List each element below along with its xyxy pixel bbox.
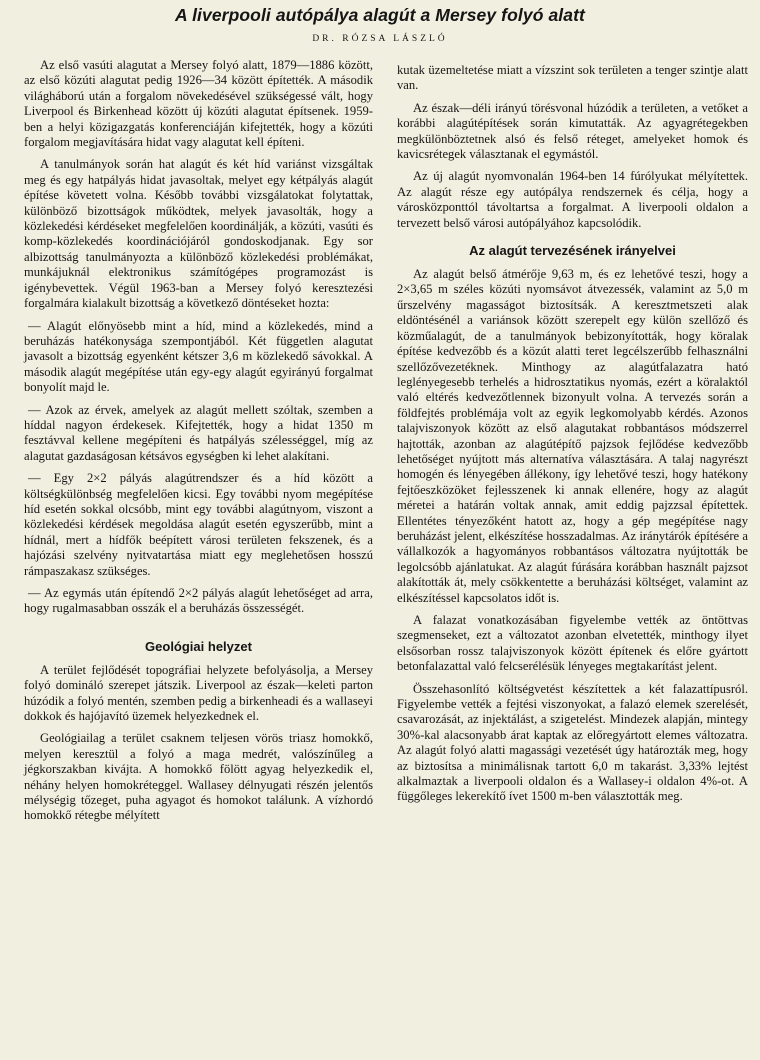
article-title: A liverpooli autópálya alagút a Mersey folyó alatt bbox=[175, 5, 585, 25]
geology-continuation: kutak üzemeltetése miatt a vízszint sok területen a tenger szintje alatt van. bbox=[397, 63, 748, 93]
studies-paragraph: A tanulmányok során hat alagút és két híd variánst vizsgáltak meg és egy hatpályás hidat javasoltak, melyet egy kétpályás alagút építése követett volna. Később további vizsgálatokat folytattak, különböző bizottságok működtek, melyek javasolták, hogy a közlekedési kérdéseket megfelelően koordinálják, a közúti, vasúti és komp-közlekedés koordinációjáról gondoskodjanak. Egy sor albizottság tanulmányozta a különböző közlekedési problémákat, munkájuknál elektronikus számítógépes programozást is igénybevettek. Végül 1963-ban a Mersey folyó keresztezési forgalmára kialakult bizottság a következő döntéseket hozta: bbox=[24, 157, 373, 311]
decision-item: — Egy 2×2 pályás alagútrendszer és a híd között a költségkülönbség megfelelően kicsi. Egy további nyom megépítése híd esetén sokkal olcsóbb, mint egy további alagútnyom, viszont a közlekedési kérdések megoldása alagút esetén egyszerűbb, mint a hídnál, mert a hídfők beépített városi területen fekszenek, és a hajózási szelvény nyitvatartása miatt egy meglehetősen hosszú rámpaszakasz szükséges. bbox=[24, 471, 373, 578]
design-paragraph: Az alagút belső átmérője 9,63 m, és ez lehetővé teszi, hogy a 2×3,65 m széles közúti nyomsávot átvezessék, valamint az 5,0 m űrszelvény magasságot biztosítsák. A keresztmetszeti alak eldöntésénél a variánsok között szerepelt egy külön szellőző és közműalagút, de a tanulmányok bebizonyították, hogy köralak építése kedvezőbb és a közút alatti teret legcélszerűbb felhasználni szellőzővezetéknek. Minthogy az alagútfalazatra ható leglényegesebb terhelés a hidrosztatikus nyomás, ezért a köralaktól való eltérés kedvezőtlennek bizonyult volna. A tervezés során a földfejtés problémája volt az egyik legkomolyabb kérdés. Azonos talajviszonyok között az első alagutakat robbantásos módszerrel hajtották, azonban az alagútépítő pajzsok fejlődése kedvezőbb lehetőséget nyújtott más alternatíva választására. A talaj nagyrészt homogén és lényegében állékony, így lehetővé teszi, hogy hatékony fejtőeszközöket fejlesszenek ki annak ellenére, hogy az alagút méretei a határán voltak annak, amit eddig pajzzsal építettek. Ellentétes tényezőként hatott az, hogy a gép megépítése nagy beruházást jelent, elkészítése hosszadalmas. Az iránytárók építésére a vállalkozók a hagyományos robbantásos változatra nyújtották be legolcsóbb ajánlatukat. Az alagút fúrására korábban használt pajzsot alakították át, mely csökkentette a beruházási költséget, valamint az elkészítéssel kapcsolatos időt is. bbox=[397, 267, 748, 605]
design-paragraph: A falazat vonatkozásában figyelembe vették az öntöttvas szegmenseket, ezt a változatot azonban elvetették, minthogy ilyet elsősorban rossz talajviszonyok között építenek és előre gyártott betonfalazattal való felcserélésük lényeges megtakarítást jelent. bbox=[397, 613, 748, 674]
left-column bbox=[24, 58, 373, 831]
section-heading-geology: Geológiai helyzet bbox=[145, 638, 252, 654]
geology-paragraph: Az észak—déli irányú törésvonal húzódik a területen, a vetőket a korábbi alagútépítések során kimutatták. Az agyagrétegekben megkülönböztetnek alsó és felső réteget, amelyeket homok és kavicsrétegek választanak el egymástól. bbox=[397, 100, 748, 162]
decision-item: — Azok az érvek, amelyek az alagút mellett szóltak, szemben a híddal nagyon érdekesek. Kifejtették, hogy a hidat 1350 m fesztávval kellene megépíteni és hatpályás szélességgel, míg az alagutat gazdaságosan kétsávos egységben ki lehet alakítani. bbox=[24, 402, 373, 463]
article-author: DR. RÓZSA LÁSZLÓ bbox=[312, 34, 448, 44]
intro-paragraph: Az első vasúti alagutat a Mersey folyó alatt, 1879—1886 között, az első közúti alagutat pedig 1926—34 között építették. A második világháború után a forgalom növekedésével szükségessé vált, hogy Liverpool és Birkenhead között új közúti alagutat építsenek. 1959-ben a helyi közigazgatás konferenciáján kifejtették, hogy a közúti forgalom megjavítására hidat vagy alagutat kell építeni. bbox=[24, 58, 373, 150]
decision-item: — Az egymás után építendő 2×2 pályás alagút lehetőséget ad arra, hogy rugalmasabban osszák el a beruházás összességét. bbox=[24, 586, 373, 616]
design-paragraph: Összehasonlító költségvetést készítettek a két falazattípusról. Figyelembe vették a fejtési viszonyokat, a falazó elemek szerelését, csavarozását, az injektálást, a szigetelést. Mindezek alapján, mintegy 30%-kal alacsonyabb árat kaptak az előregyártott elemes változatra. Az alagút folyó alatti magassági vezetését úgy határozták meg, hogy az biztosítsa a minimálisnak tartott 6,0 m takarást. 3,33% lejtést alkalmaztak a liverpooli oldalon és a Wallasey-i oldalon 4%-ot. A függőleges lekerekítő ívet 1500 m-ben választották meg. bbox=[397, 681, 748, 804]
geology-paragraph: Geológiailag a terület csaknem teljesen vörös triasz homokkő, melyen keresztül a folyó a maga medrét, valószínűleg a jégkorszakban kivájta. A homokkő fölött agyag helyezkedik el, néhány helyen homokréteggel. Wallasey délnyugati részén jelentős mélységig tőzeget, puha agyagot és homokot találunk. A vízhordó homokkő rétegbe mélyített bbox=[24, 731, 373, 823]
section-heading-design: Az alagút tervezésének irányelvei bbox=[469, 243, 676, 259]
geology-paragraph: A terület fejlődését topográfiai helyzete befolyásolja, a Mersey folyó domináló szerepet játszik. Liverpool az észak—keleti parton húzódik a folyó mentén, szemben pedig a birkenheadi és a wallaseyi dokkok és hajójavító üzemek helyezkednek el. bbox=[24, 662, 373, 724]
decision-item: — Alagút előnyösebb mint a híd, mind a közlekedés, mind a beruházás hatékonysága szempontjából. Két független alagutat javasolt a bizottság egyenként kétszer 3,6 m közlekedő sávokkal. A második alagút megépítése után egy-egy alagút egyirányú forgalmat bonyolít majd le. bbox=[24, 318, 373, 395]
geology-paragraph: Az új alagút nyomvonalán 1964-ben 14 fúrólyukat mélyítettek. Az alagút része egy autópálya rendszernek és célja, hogy a városközponttól távoltartsa a forgalmat. A liverpooli oldalon a tervezett belső városi autópályához kapcsolódik. bbox=[397, 169, 748, 230]
right-column bbox=[397, 63, 748, 812]
